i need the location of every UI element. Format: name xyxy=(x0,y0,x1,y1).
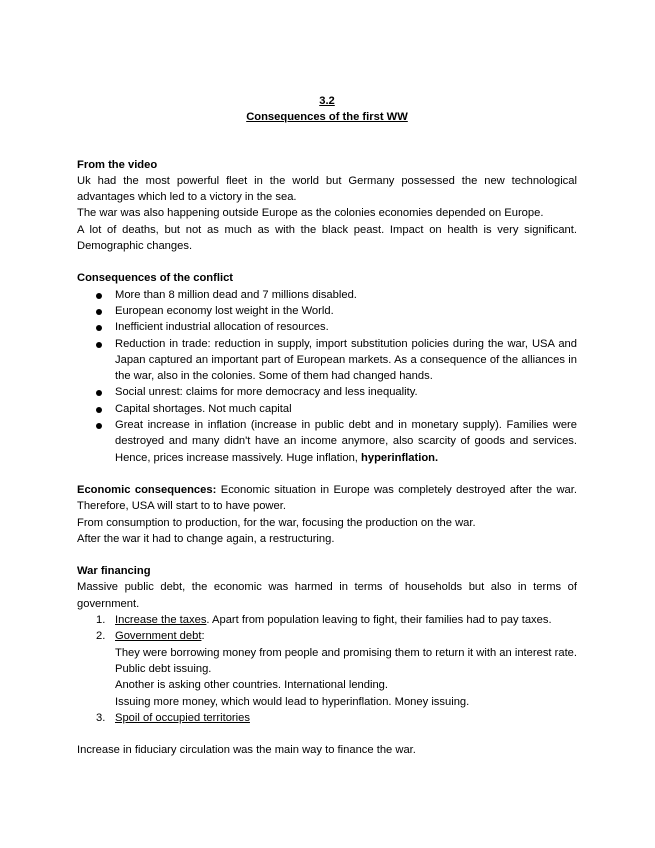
paragraph: Massive public debt, the economic was harmed in terms of households but also in terms of government. xyxy=(77,581,577,610)
bullet-icon xyxy=(96,293,102,299)
item-label-spoil-territories: Spoil of occupied territories xyxy=(115,711,250,724)
section-war-financing xyxy=(77,563,577,726)
list-number: 1. xyxy=(96,614,106,627)
list-item: Reduction in trade: reduction in supply, import substitution policies during the war, USA and Japan captured an important part of European markets. As a consequence of the alliances in the war, also in the colonies. Some of them had changed hands. xyxy=(77,336,577,385)
paragraph: Economic consequences: Economic situation in Europe was completely destroyed after the war. Therefore, USA will start to to have power. xyxy=(77,483,577,513)
paragraph: The war was also happening outside Europe as the colonies economies depended on Europe. xyxy=(77,207,544,220)
title-block xyxy=(77,93,577,126)
list-item: 1. Increase the taxes. Apart from population leaving to fight, their families had to pay taxes. xyxy=(77,612,577,628)
sub-paragraph: Issuing more money, which would lead to hyperinflation. Money issuing. xyxy=(115,695,470,708)
list-number: 2. xyxy=(96,630,106,643)
list-item: More than 8 million dead and 7 millions disabled. xyxy=(77,287,577,303)
list-item: 2. Government debt: xyxy=(77,628,577,644)
list-item: Great increase in inflation (increase in public debt and in monetary supply). Families were destroyed and many didn't have an income anymore, also scarcity of goods and services. Hence, prices increase massively. Huge inflation, hyperinflation. xyxy=(77,417,577,466)
bullet-icon xyxy=(96,342,102,348)
bullet-icon xyxy=(96,407,102,413)
heading-from-video: From the video xyxy=(77,158,158,171)
page-title: Consequences of the first WW xyxy=(246,111,408,124)
list-item: Capital shortages. Not much capital xyxy=(77,401,577,417)
numbered-list xyxy=(77,710,577,726)
list-item xyxy=(77,710,577,726)
bullet-icon xyxy=(96,390,102,396)
sub-paragraph: Another is asking other countries. International lending. xyxy=(115,679,389,692)
label-economic-consequences: Economic consequences: xyxy=(77,483,217,496)
section-number: 3.2 xyxy=(319,95,335,107)
bullet-icon xyxy=(96,309,102,315)
closing-paragraph: Increase in fiduciary circulation was the main way to finance the war. xyxy=(77,744,416,757)
section-from-video xyxy=(77,157,577,255)
bullet-list xyxy=(77,287,577,466)
paragraph: A lot of deaths, but not as much as with the black peast. Impact on health is very significant. Demographic changes. xyxy=(77,223,577,253)
bullet-icon xyxy=(96,423,102,429)
heading-war-financing: War financing xyxy=(77,565,151,578)
item-label-increase-taxes: Increase the taxes xyxy=(115,614,207,627)
list-item: Inefficient industrial allocation of resources. xyxy=(77,319,577,335)
heading-consequences-conflict: Consequences of the conflict xyxy=(77,272,234,285)
list-item: Social unrest: claims for more democracy and less inequality. xyxy=(77,384,577,400)
bullet-icon xyxy=(96,325,102,331)
document-body xyxy=(77,93,577,758)
list-item: European economy lost weight in the World. xyxy=(77,303,577,319)
section-consequences-conflict xyxy=(77,270,577,466)
paragraph: After the war it had to change again, a restructuring. xyxy=(77,532,335,545)
paragraph: Uk had the most powerful fleet in the world but Germany possessed the new technological advantages which led to a victory in the sea. xyxy=(77,174,577,204)
paragraph: From consumption to production, for the war, focusing the production on the war. xyxy=(77,516,476,529)
section-economic-consequences xyxy=(77,482,577,547)
numbered-list xyxy=(77,612,577,645)
sub-paragraph: They were borrowing money from people and promising them to return it with an interest rate. Public debt issuing. xyxy=(115,646,578,675)
list-number: 3. xyxy=(96,711,106,724)
item-label-government-debt: Government debt xyxy=(115,630,202,643)
emphasis-hyperinflation: hyperinflation. xyxy=(361,451,439,464)
